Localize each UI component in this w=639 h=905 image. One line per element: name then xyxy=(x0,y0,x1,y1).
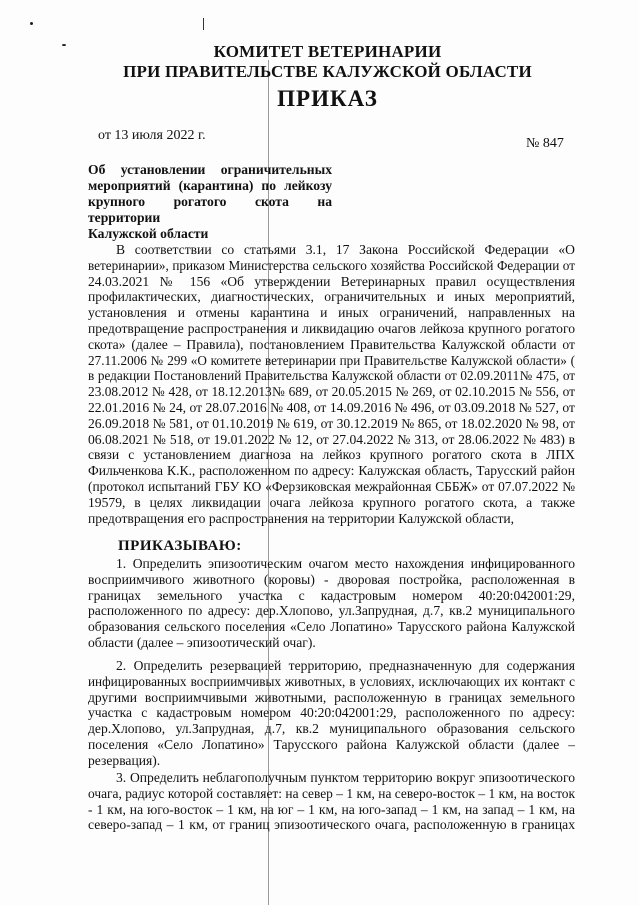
order-date: от 13 июля 2022 г. xyxy=(98,128,206,143)
text-line: инфицированных восприимчивых животных, в условиях, исключающих их контакт с xyxy=(88,673,575,689)
text-line: северо-запад – 1 км, от границ эпизоотического очага, расположенную в границах xyxy=(88,817,575,833)
text-line: ветеринарии», приказом Министерства сельского хозяйства Российской Федерации от xyxy=(88,257,575,273)
text-line: расположенного по адресу: дер.Хлопово, ул.Запрудная, д.7, кв.2 муниципального xyxy=(88,603,575,619)
text-line: профилактических, диагностических, ограничительных и иных мероприятий, xyxy=(88,289,575,305)
text-line: в редакции Постановлений Правительства Калужской области от 02.09.2011№ 475, от xyxy=(88,368,575,384)
text-line: 27.11.2006 № 299 «О комитете ветеринарии при Правительстве Калужской области» ( xyxy=(88,352,575,368)
text-line: другими восприимчивыми животными, расположенную в границах земельного xyxy=(88,689,575,705)
text-line: 2. Определить резервацией территорию, предназначенную для содержания xyxy=(116,658,575,673)
subject-line: крупного рогатого скота на территории xyxy=(88,194,332,225)
text-line: (протокол испытаний ГБУ КО «Ферзиковская межрайонная СББЖ» от 07.07.2022 № xyxy=(88,478,575,494)
text-line: границах земельного участка с кадастровым номером 40:20:042001:29, xyxy=(88,587,575,603)
text-line: дер.Хлопово, ул.Запрудная, д.7, кв.2 муниципального образования сельского xyxy=(88,721,575,737)
order-item-1 xyxy=(88,556,575,651)
text-line: 3. Определить неблагополучным пунктом территорию вокруг эпизоотического xyxy=(116,770,575,785)
text-line: очага, радиус которой составляет: на север – 1 км, на северо-восток – 1 км, на восток xyxy=(88,785,575,801)
subject-line: мероприятий (карантина) по лейкозу xyxy=(88,178,332,193)
committee-name-line2: ПРИ ПРАВИТЕЛЬСТВЕ КАЛУЖСКОЙ ОБЛАСТИ xyxy=(123,62,532,81)
text-line: образования сельского поселения «Село Лопатино» Тарусского района Калужской xyxy=(88,619,575,635)
text-line: предотвращения его распространения на территории Калужской области, xyxy=(88,510,515,526)
text-line: 26.09.2018 № 581, от 01.10.2019 № 619, от 30.12.2019 № 865, от 18.02.2020 № 98, от xyxy=(88,415,575,431)
text-line: Фильченкова К.К., расположенном по адресу: Калужская область, Тарусский район xyxy=(88,463,575,479)
committee-name-line1: КОМИТЕТ ВЕТЕРИНАРИИ xyxy=(213,42,442,61)
text-line: 23.08.2012 № 428, от 18.12.2013№ 689, от 20.05.2015 № 269, от 02.10.2015 № 556, от xyxy=(88,384,575,400)
text-line: В соответствии со статьями 3.1, 17 Закона Российской Федерации «О xyxy=(116,242,575,257)
text-line: установления и отмены карантина и иных ограничений, направленных на xyxy=(88,305,575,321)
subject-line: Об установлении ограничительных xyxy=(88,162,332,177)
text-line: предотвращение распространения и ликвидацию очагов лейкоза крупного рогатого xyxy=(88,320,575,336)
text-line: восприимчивого животного (коровы) - дворовая постройка, расположенная в xyxy=(88,571,575,587)
text-line: - 1 км, на юго-восток – 1 км, на юг – 1 км, на юго-запад – 1 км, на запад – 1 км, на xyxy=(88,801,575,817)
text-line: 22.01.2016 № 24, от 28.07.2016 № 408, от 14.09.2016 № 496, от 03.09.2018 № 527, от xyxy=(88,399,575,415)
text-line: области (далее – эпизоотический очаг). xyxy=(88,634,316,650)
preamble-paragraph xyxy=(88,242,575,526)
text-line: поселения «Село Лопатино» Тарусского района Калужской области (далее – xyxy=(88,736,575,752)
order-item-2 xyxy=(88,658,575,769)
order-item-3 xyxy=(88,770,575,833)
subject-line: Калужской области xyxy=(88,226,209,241)
text-line: резервация). xyxy=(88,752,161,768)
text-line: 19579, в целях ликвидации очага лейкоза крупного рогатого скота, а также xyxy=(88,494,575,510)
order-directive-heading: ПРИКАЗЫВАЮ: xyxy=(118,538,242,554)
text-line: связи с установлением диагноза на лейкоз крупного рогатого скота в ЛПХ xyxy=(88,447,575,463)
text-line: скота» (далее – Правила), постановлением Правительства Калужской области от xyxy=(88,336,575,352)
order-subject xyxy=(88,162,332,242)
text-line: 06.08.2021 № 518, от 19.01.2022 № 12, от 27.04.2022 № 313, от 28.06.2022 № 483) в xyxy=(88,431,575,447)
document-type-title: ПРИКАЗ xyxy=(277,86,378,111)
text-line: 24.03.2021 № 156 «Об утверждении Ветеринарных правил осуществления xyxy=(88,273,575,289)
scan-artifact-tick xyxy=(203,18,204,30)
order-number: № 847 xyxy=(526,136,564,151)
scan-speck xyxy=(30,22,33,25)
text-line: 1. Определить эпизоотическим очагом место нахождения инфицированного xyxy=(116,556,575,571)
text-line: участка с кадастровым номером 40:20:042001:29, расположенного по адресу: xyxy=(88,705,575,721)
